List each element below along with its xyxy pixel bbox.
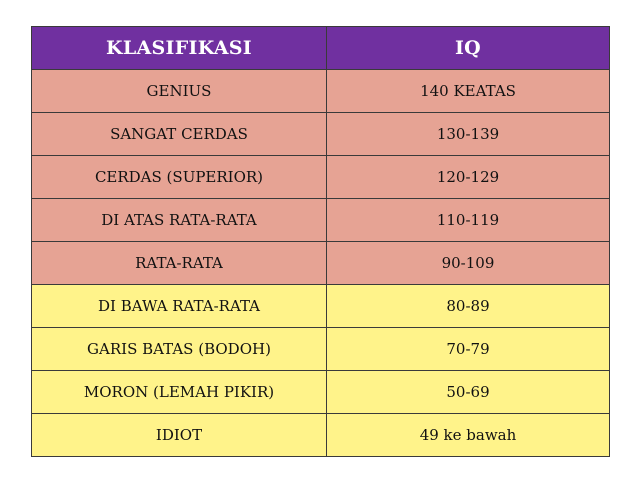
table-row xyxy=(32,156,610,199)
header-klasifikasi: KLASIFIKASI xyxy=(32,27,327,70)
table-row xyxy=(32,371,610,414)
table-row xyxy=(32,328,610,371)
iq-cell: 120-129 xyxy=(327,156,610,199)
iq-cell: 90-109 xyxy=(327,242,610,285)
iq-cell: 80-89 xyxy=(327,285,610,328)
klasifikasi-cell: IDIOT xyxy=(32,414,327,457)
table-row xyxy=(32,414,610,457)
table-row xyxy=(32,285,610,328)
table-row xyxy=(32,242,610,285)
klasifikasi-cell: CERDAS (SUPERIOR) xyxy=(32,156,327,199)
klasifikasi-cell: DI BAWA RATA-RATA xyxy=(32,285,327,328)
klasifikasi-cell: SANGAT CERDAS xyxy=(32,113,327,156)
iq-cell: 50-69 xyxy=(327,371,610,414)
iq-cell: 140 KEATAS xyxy=(327,70,610,113)
klasifikasi-cell: GARIS BATAS (BODOH) xyxy=(32,328,327,371)
table-row xyxy=(32,70,610,113)
iq-cell: 130-139 xyxy=(327,113,610,156)
klasifikasi-cell: MORON (LEMAH PIKIR) xyxy=(32,371,327,414)
table-row xyxy=(32,113,610,156)
iq-classification-table xyxy=(31,26,610,457)
iq-cell: 70-79 xyxy=(327,328,610,371)
klasifikasi-cell: DI ATAS RATA-RATA xyxy=(32,199,327,242)
iq-cell: 49 ke bawah xyxy=(327,414,610,457)
klasifikasi-cell: GENIUS xyxy=(32,70,327,113)
iq-cell: 110-119 xyxy=(327,199,610,242)
table-row xyxy=(32,199,610,242)
klasifikasi-cell: RATA-RATA xyxy=(32,242,327,285)
table-header-row xyxy=(32,27,610,70)
header-iq: IQ xyxy=(327,27,610,70)
